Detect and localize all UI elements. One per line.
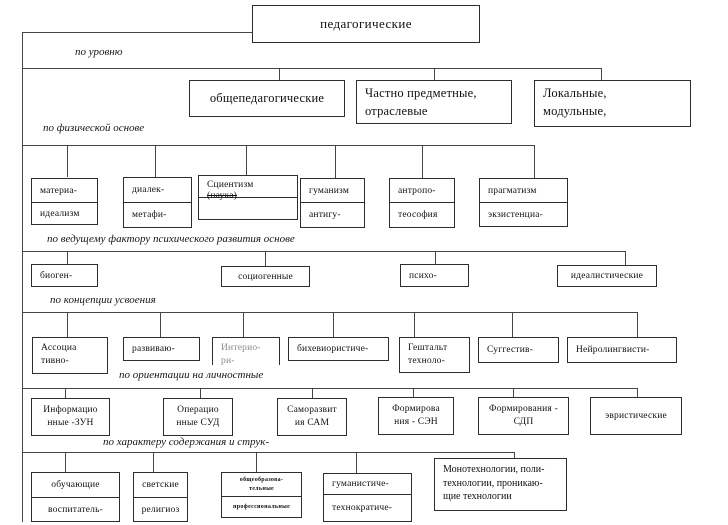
connector-line (22, 145, 535, 146)
box-label: Локальные, (543, 86, 607, 100)
box-label: ри- (221, 356, 235, 367)
connector-line (413, 388, 414, 397)
connector-line (22, 32, 253, 33)
box-label: Формирования - (489, 404, 558, 415)
connector-line (65, 388, 66, 398)
box-label: Формирова (392, 404, 440, 415)
box-label: общеобразова- (239, 476, 284, 483)
box-teaching-upbringing (31, 472, 120, 522)
box-developing (123, 337, 200, 361)
box-label: светские (142, 480, 179, 490)
box-pedagogical-root (252, 5, 480, 43)
box-label: антропо- (398, 185, 436, 196)
box-materialism-idealism (31, 178, 98, 225)
box-heuristic (590, 397, 682, 435)
box-label: технократиче- (332, 503, 393, 513)
box-label: нные СУД (176, 418, 220, 428)
connector-line (200, 388, 201, 398)
box-neurolinguistic (567, 337, 677, 363)
box-suggestive (478, 337, 559, 363)
box-interiorization (212, 337, 280, 365)
connector-line (312, 388, 313, 398)
box-label: бихевиористиче- (297, 344, 369, 354)
box-formation-sdp (478, 397, 569, 435)
box-label: Суггестив- (487, 345, 534, 355)
box-label: гуманистиче- (332, 479, 389, 489)
box-label: тивно- (41, 356, 69, 367)
box-informational-zun (31, 398, 110, 436)
section-label-level: по уровню (71, 46, 126, 58)
box-label: идеализм (40, 208, 80, 219)
box-label: метафи- (132, 210, 167, 220)
box-self-development-sam (277, 398, 347, 436)
section-label-factor: по ведущему фактору психического развития основе (43, 233, 299, 245)
connector-line (534, 145, 535, 178)
box-label: эвристические (605, 411, 667, 421)
connector-line (279, 68, 280, 80)
box-label: материа- (40, 185, 78, 196)
connector-line (435, 251, 436, 264)
box-gestalt-technology (399, 337, 470, 373)
connector-line (65, 452, 66, 472)
box-humanism-antihumanism (300, 178, 365, 228)
box-label-struck: (наука) (207, 191, 237, 201)
box-general-professional (221, 472, 302, 518)
box-label: СДП (513, 417, 534, 427)
box-label: психо- (409, 270, 437, 281)
box-idealistic (557, 265, 657, 287)
connector-line (155, 145, 156, 177)
box-label: гуманизм (309, 185, 350, 196)
box-label: Информацио (43, 405, 98, 416)
connector-line (414, 312, 415, 337)
box-label: отраслевые (365, 103, 428, 118)
connector-line (265, 251, 266, 266)
box-secular-religious (133, 472, 188, 522)
box-label: биоген- (40, 270, 73, 281)
box-label: развиваю- (132, 344, 175, 354)
box-label: религиоз (141, 504, 180, 515)
box-label: антигу- (309, 210, 341, 220)
box-label: Гештальт (408, 343, 448, 353)
box-label: теософия (398, 210, 438, 220)
connector-line (67, 251, 68, 264)
box-monotechnologies (434, 458, 567, 511)
box-label: технологии, проникаю- (443, 477, 543, 489)
box-label: щие технологии (443, 491, 512, 502)
section-label-content: по характеру содержания и струк- (99, 436, 273, 448)
connector-line (22, 68, 602, 69)
connector-line (625, 251, 626, 265)
connector-line (434, 68, 435, 80)
connector-line (67, 145, 68, 177)
connector-line (22, 388, 638, 389)
connector-line (22, 312, 638, 313)
box-label: нные -ЗУН (47, 418, 94, 428)
box-dialectics-metaphysics (123, 177, 192, 228)
box-label: Саморазвит (287, 405, 337, 416)
box-label: ния - СЭН (394, 417, 438, 427)
connector-line (67, 312, 68, 337)
section-label-concept: по концепции усвоения (46, 294, 160, 306)
box-label: Ассоциа (41, 343, 77, 353)
box-label: педагогические (320, 16, 412, 31)
connector-line (335, 145, 336, 178)
box-local-modular (534, 80, 691, 127)
section-label-physical: по физической основе (39, 122, 148, 134)
box-label: общепедагогические (209, 91, 325, 106)
box-label: модульные, (543, 103, 607, 118)
box-label: Монотехнологии, поли- (443, 464, 545, 475)
box-sociogenic (221, 266, 310, 287)
box-label: Частно предметные, (365, 86, 477, 100)
box-label: Операцио (177, 405, 219, 416)
box-label: диалек- (132, 185, 165, 195)
connector-line (256, 452, 257, 472)
box-associative-reflex (32, 337, 108, 374)
box-label: Интерио- (221, 343, 261, 353)
connector-line (637, 388, 638, 397)
connector-line (356, 452, 357, 473)
box-psychogenic (400, 264, 469, 287)
connector-line (513, 388, 514, 397)
box-label: идеалистические (570, 271, 644, 281)
connector-line (333, 312, 334, 337)
box-label: социогенные (238, 271, 293, 282)
box-behaviorist (288, 337, 389, 361)
box-formation-sen (378, 397, 454, 435)
box-pragmatism-existentialism (479, 178, 568, 227)
box-humanistic-technocratic (323, 473, 412, 522)
box-label: экзистенциа- (488, 209, 544, 220)
box-label: ия САМ (294, 418, 330, 428)
connector-line (246, 145, 247, 175)
box-label: прагматизм (488, 185, 537, 196)
connector-line (22, 251, 626, 252)
box-label: Сциентизм (207, 180, 254, 190)
box-label: обучающие (51, 480, 100, 490)
box-biogenic (31, 264, 98, 287)
box-scientism (198, 175, 298, 220)
box-anthroposophy-theosophy (389, 178, 455, 228)
connector-line (160, 312, 161, 337)
box-subject-specific (356, 80, 512, 124)
section-label-orientation: по ориентации на личностные (115, 369, 267, 381)
box-label: профессиональные (232, 503, 291, 510)
connector-line (243, 312, 244, 337)
box-label: техноло- (408, 356, 445, 367)
connector-line (512, 312, 513, 337)
connector-line (22, 452, 515, 453)
box-operational-sud (163, 398, 233, 436)
connector-line (637, 312, 638, 337)
box-label: воспитатель- (47, 504, 104, 515)
box-label: тельные (248, 485, 275, 492)
connector-line (422, 145, 423, 178)
connector-line (601, 68, 602, 80)
box-general-pedagogical (189, 80, 345, 117)
connector-line (22, 32, 23, 522)
box-label: Нейролингвисти- (576, 345, 650, 355)
connector-line (153, 452, 154, 472)
